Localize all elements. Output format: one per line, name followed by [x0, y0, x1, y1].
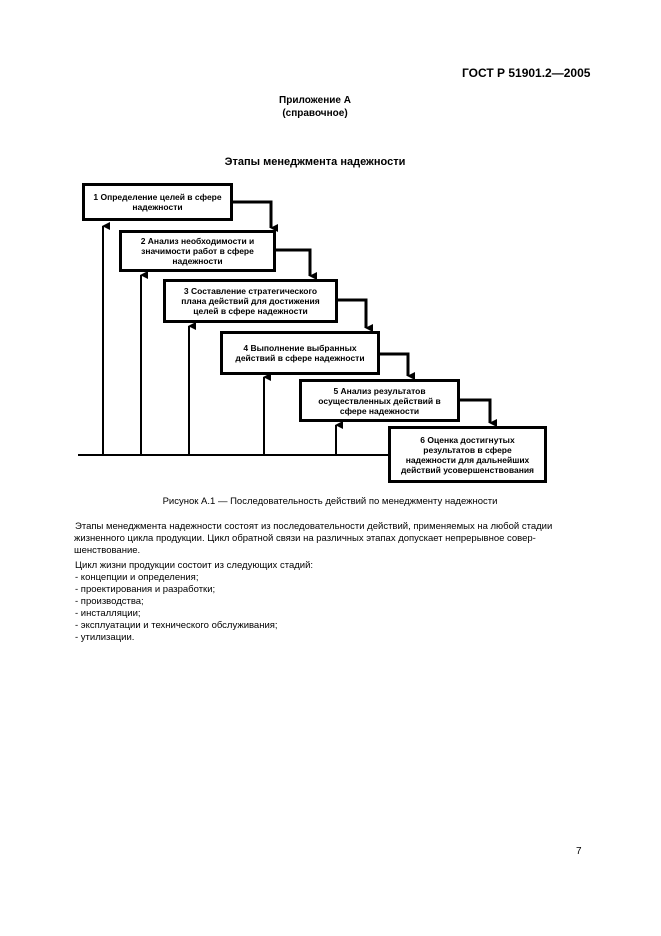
arrow-5-6: [460, 400, 490, 423]
appendix-subtitle: (справочное): [282, 108, 348, 119]
figure-caption: Рисунок А.1 — Последовательность действий по менеджменту надежности: [162, 496, 498, 507]
step-box-2: 2 Анализ необходимости и значимости работ в сфере надежности: [119, 230, 276, 272]
standard-number: ГОСТ Р 51901.2—2005: [462, 66, 591, 80]
list-item: - проектирования и разработки;: [75, 584, 216, 595]
arrow-1-2: [233, 202, 271, 228]
paragraph-line-2: жизненного цикла продукции. Цикл обратной связи на различных этапах допускает непрерывное совер-: [74, 533, 536, 544]
figure-title: Этапы менеджмента надежности: [224, 156, 406, 168]
list-item: - утилизации.: [75, 632, 135, 643]
lifecycle-intro: Цикл жизни продукции состоит из следующих стадий:: [75, 560, 314, 571]
body-paragraph: [75, 521, 585, 557]
step-box-3: 3 Составление стратегического плана действий для достижения целей в сфере надежности: [163, 279, 338, 323]
list-item: - производства;: [75, 596, 144, 607]
arrow-4-5: [380, 354, 408, 376]
arrow-3-4: [338, 300, 366, 328]
list-item: - эксплуатации и технического обслуживания;: [75, 620, 278, 631]
list-item: - концепции и определения;: [75, 572, 199, 583]
step-box-5: 5 Анализ результатов осуществленных действий в сфере надежности: [299, 379, 460, 422]
lifecycle-list: [75, 560, 575, 644]
step-box-6: 6 Оценка достигнутых результатов в сфере надежности для дальнейших действий усовершенствования: [388, 426, 547, 483]
appendix-title: Приложение А: [279, 95, 351, 106]
arrow-2-3: [276, 250, 310, 276]
page-number: 7: [576, 846, 582, 857]
step-box-4: 4 Выполнение выбранных действий в сфере надежности: [220, 331, 380, 375]
list-item: - инсталляции;: [75, 608, 141, 619]
paragraph-line-1: Этапы менеджмента надежности состоят из последовательности действий, применяемых на любой стадии: [75, 521, 553, 532]
paragraph-line-3: шенствование.: [74, 545, 141, 556]
step-box-1: 1 Определение целей в сфере надежности: [82, 183, 233, 221]
